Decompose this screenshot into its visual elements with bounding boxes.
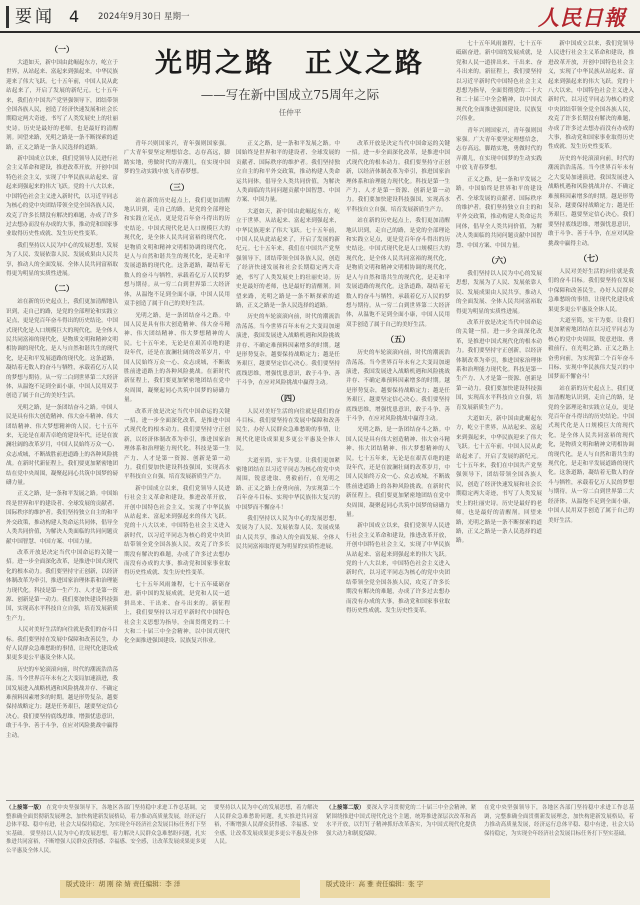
credits-right: [320, 880, 550, 898]
continued-label: （上接第二版）: [326, 805, 365, 811]
section-heading-4: （四）: [276, 392, 300, 403]
issue-date: 2024年9月30日 星期一: [98, 12, 190, 22]
paragraph: 改革开放是决定当代中国命运的关键一招。进一步全面深化改革，是推进中国式现代化的根本动力。我们要坚持守正创新，以经济体制改革为牵引，推进国家治理体系和治理能力现代化。科技是第一生产力、人才是第一资源、创新是第一动力。我们要加快建设科技强国，实现高水平科技自立自强，培育发展新质生产力。: [124, 408, 230, 481]
paragraph: 青年兴则国家兴，青年强则国家强。广大青年要坚定理想信念，志存高远，脚踏实地，勇做时代的弄潮儿，在实现中国梦的生动实践中放飞青春梦想。: [124, 141, 230, 176]
paragraph: 正义之路，是一条和平发展之路。中国始终是世界和平的建设者、全球发展的贡献者、国际秩序的维护者。我们坚持独立自主的和平外交政策，推动构建人类命运共同体，倡导全人类共同价值，为解决人类面临的共同问题贡献中国智慧、中国方案、中国力量。: [456, 176, 542, 249]
masthead: [0, 0, 640, 34]
paragraph: 改革开放是决定当代中国命运的关键一招。进一步全面深化改革，是推进中国式现代化的根本动力。我们要坚持守正创新，以经济体制改革为牵引，推进国家治理体系和治理能力现代化。科技是第一生产力、人才是第一资源、创新是第一动力。我们要加快建设科技强国，实现高水平科技自立自强，培育发展新质生产力。: [6, 549, 118, 622]
paragraph: 站在新的历史起点上，我们更加清醒地认识到，走自己的路，是党的全部理论和实践立足点，更是党百年奋斗得出的历史结论。中国式现代化是人口规模巨大的现代化，是全体人民共同富裕的现代化，是物质文明和精神文明相协调的现代化，是人与自然和谐共生的现代化，是走和平发展道路的现代化。这条道路，凝结着无数人的奋斗与牺牲，承载着亿万人民的梦想与期待。从一穷二白到世界第二大经济体，从温饱不足到全面小康，中国人民用双手创造了属于自己的美好生活。: [346, 218, 450, 328]
paragraph: 光明之路，是一条团结奋斗之路。中国人民是具有伟大创造精神、伟大奋斗精神、伟大团结精神、伟大梦想精神的人民。七十五年来，无论是在艰苦卓绝的建设年代，还是在波澜壮阔的改革岁月，中国人民始终万众一心、众志成城，不断战胜前进道路上的各种风险挑战。在新时代新征程上，我们要更加紧密地团结在党中央周围，凝聚起同心共筑中国梦的磅礴力量。: [6, 404, 118, 487]
paragraph: 大道如天，新中国由此崛起东方，屹立于世界，从站起来、富起来到强起来，中华民族迎来了伟大飞跃。七十五年前，中国人民从此站起来了，开启了发展的新纪元。七十五年来，我们在中国共产党坚强领导下，团结带领全国各族人民，创造了经济快速发展和社会长期稳定两大奇迹，书写了人类发展史上的壮丽史诗。历史是最好的老师，也是最好的清醒剂。回望来路，光明之路是一条不断探索的道路，正义之路是一条人民选择的道路。: [456, 416, 542, 545]
continued-text: 在党中央坚强领导下，各地区各部门坚持稳中求进工作总基调，完整准确全面贯彻新发展理念，加快构建新发展格局，着力推动高质量发展，经济运行总体平稳、稳中有进，社会大局保持稳定，为实现全年经济社会发展目标任务打下坚实基础。: [484, 805, 634, 837]
article-subtitle: ——写在新中国成立75周年之际: [200, 87, 380, 102]
paragraph: 正义之路，是一条和平发展之路。中国始终是世界和平的建设者、全球发展的贡献者、国际秩序的维护者。我们坚持独立自主的和平外交政策，推动构建人类命运共同体，倡导全人类共同价值，为解决人类面临的共同问题贡献中国智慧、中国方案、中国力量。: [236, 141, 340, 204]
masthead-rule: [0, 31, 640, 33]
paragraph: 青年兴则国家兴，青年强则国家强。广大青年要坚定理想信念，志存高远，脚踏实地，勇做时代的弄潮儿，在实现中国梦的生动实践中放飞青春梦想。: [456, 127, 542, 172]
paragraph: 我们坚持以人民为中心的发展思想，发展为了人民、发展依靠人民、发展成果由人民共享，推动人的全面发展、全体人民共同富裕取得更为明显的实质性进展。: [6, 242, 118, 277]
continued-text: 要坚持以人民为中心的发展思想，着力解决人民群众急难愁盼问题，扎实推进共同富裕，不断增强人民群众获得感、幸福感、安全感，让改革发展成果更多更公平惠及全体人民。: [6, 830, 206, 854]
paragraph: 新中国成立以来，我们党领导人民进行社会主义革命和建设，推进改革开放，开创中国特色社会主义，实现了中华民族从站起来、富起来到强起来的伟大飞跃。党的十八大以来，中国特色社会主义进入新时代，以习近平同志为核心的党中央团结带领全党全国各族人民，攻克了许多长期没有解决的难题，办成了许多过去想办而没有办成的大事，推动党和国家事业取得历史性成就、发生历史性变革。: [548, 41, 634, 151]
column-2: [124, 140, 230, 796]
column-5: [456, 40, 542, 796]
paragraph: 光明之路，是一条团结奋斗之路。中国人民是具有伟大创造精神、伟大奋斗精神、伟大团结精神、伟大梦想精神的人民。七十五年来，无论是在艰苦卓绝的建设年代，还是在波澜壮阔的改革岁月，中国人民始终万众一心、众志成城，不断战胜前进道路上的各种风险挑战。在新时代新征程上，我们要更加紧密地团结在党中央周围，凝聚起同心共筑中国梦的磅礴力量。: [346, 427, 450, 519]
continued-text: 要深入学习贯彻党的二十届三中全会精神，紧紧围绕推进中国式现代化这个主题，统筹推进深层次改革和高水平开放，以钉钉子精神抓好改革落实，为中国式现代化提供强大动力和制度保障。: [326, 805, 476, 837]
paragraph: 历史的车轮滚滚向前，时代的潮流浩浩荡荡。当今世界百年未有之大变局加速演进，我国发展进入战略机遇和风险挑战并存、不确定难预料因素增多的时期。越是形势复杂，越要保持战略定力；越是任务艰巨，越要坚定信心决心。我们要坚持底线思维，增强忧患意识，敢于斗争、善于斗争，在应对风险挑战中赢得主动。: [548, 155, 634, 247]
paragraph: 站在新的历史起点上，我们更加清醒地认识到，走自己的路，是党的全部理论和实践立足点，更是党百年奋斗得出的历史结论。中国式现代化是人口规模巨大的现代化，是全体人民共同富裕的现代化，是物质文明和精神文明相协调的现代化，是人与自然和谐共生的现代化，是走和平发展道路的现代化。这条道路，凝结着无数人的奋斗与牺牲，承载着亿万人民的梦想与期待。从一穷二白到世界第二大经济体，从温饱不足到全面小康，中国人民用双手创造了属于自己的美好生活。: [548, 385, 634, 524]
paragraph: 新中国成立以来，我们党领导人民进行社会主义革命和建设，推进改革开放，开创中国特色社会主义，实现了中华民族从站起来、富起来到强起来的伟大飞跃。党的十八大以来，中国特色社会主义进入新时代，以习近平同志为核心的党中央团结带领全党全国各族人民，攻克了许多长期没有解决的难题，办成了许多过去想办而没有办成的大事，推动党和国家事业取得历史性成就、发生历史性变革。: [6, 156, 118, 238]
continued-story-1: [6, 804, 206, 876]
section-heading-3: （三）: [165, 181, 189, 192]
section-header: [6, 6, 95, 28]
paragraph: 人民对美好生活的向往就是我们的奋斗目标。我们要坚持在发展中保障和改善民生，办好人民群众急难愁盼的事情，让现代化建设成果更多更公平惠及全体人民。: [6, 627, 118, 662]
continued-story-2: [214, 804, 318, 876]
paragraph: 大道如天，新中国由此崛起东方，屹立于世界，从站起来、富起来到强起来，中华民族迎来了伟大飞跃。七十五年前，中国人民从此站起来了，开启了发展的新纪元。七十五年来，我们在中国共产党坚强领导下，团结带领全国各族人民，创造了经济快速发展和社会长期稳定两大奇迹，书写了人类发展史上的壮丽史诗。历史是最好的老师，也是最好的清醒剂。回望来路，光明之路是一条不断探索的道路，正义之路是一条人民选择的道路。: [6, 60, 118, 151]
paragraph: 站在新的历史起点上，我们更加清醒地认识到，走自己的路，是党的全部理论和实践立足点，更是党百年奋斗得出的历史结论。中国式现代化是人口规模巨大的现代化，是全体人民共同富裕的现代化，是物质文明和精神文明相协调的现代化，是人与自然和谐共生的现代化，是走和平发展道路的现代化。这条道路，凝结着无数人的奋斗与牺牲，承载着亿万人民的梦想与期待。从一穷二白到世界第二大经济体，从温饱不足到全面小康，中国人民用双手创造了属于自己的美好生活。: [6, 299, 118, 400]
continued-text: 在党中央坚强领导下，各地区各部门坚持稳中求进工作总基调，完整准确全面贯彻新发展理念，加快构建新发展格局，着力推动高质量发展，经济运行总体平稳、稳中有进，社会大局保持稳定，为实现全年经济社会发展目标任务打下坚实基础。: [6, 805, 206, 837]
paragraph: 新中国成立以来，我们党领导人民进行社会主义革命和建设，推进改革开放，开创中国特色社会主义，实现了中华民族从站起来、富起来到强起来的伟大飞跃。党的十八大以来，中国特色社会主义进入新时代，以习近平同志为核心的党中央团结带领全党全国各族人民，攻克了许多长期没有解决的难题，办成了许多过去想办而没有办成的大事，推动党和国家事业取得历史性成就、发生历史性变革。: [124, 485, 230, 577]
column-1: [6, 40, 118, 796]
paragraph: 历史的车轮滚滚向前，时代的潮流浩浩荡荡。当今世界百年未有之大变局加速演进，我国发展进入战略机遇和风险挑战并存、不确定难预料因素增多的时期。越是形势复杂，越要保持战略定力；越是任务艰巨，越要坚定信心决心。我们要坚持底线思维，增强忧患意识，敢于斗争、善于斗争，在应对风险挑战中赢得主动。: [346, 350, 450, 422]
paragraph: 光明之路，是一条团结奋斗之路。中国人民是具有伟大创造精神、伟大奋斗精神、伟大团结精神、伟大梦想精神的人民。七十五年来，无论是在艰苦卓绝的建设年代，还是在波澜壮阔的改革岁月，中国人民始终万众一心、众志成城，不断战胜前进道路上的各种风险挑战。在新时代新征程上，我们要更加紧密地团结在党中央周围，凝聚起同心共筑中国梦的磅礴力量。: [124, 312, 230, 404]
paragraph: 大道至简，实干为要。让我们更加紧密地团结在以习近平同志为核心的党中央周围，锐意进取、勇毅前行，在光明之路、正义之路上奋勇向前，为实现第二个百年奋斗目标、实现中华民族伟大复兴的中国梦而不懈奋斗！: [236, 457, 340, 511]
paragraph: 改革开放是决定当代中国命运的关键一招。进一步全面深化改革，是推进中国式现代化的根本动力。我们要坚持守正创新，以经济体制改革为牵引，推进国家治理体系和治理能力现代化。科技是第一生产力、人才是第一资源、创新是第一动力。我们要加快建设科技强国，实现高水平科技自立自强，培育发展新质生产力。: [346, 141, 450, 213]
section-heading-5: （五）: [386, 334, 410, 345]
paragraph: 我们坚持以人民为中心的发展思想，发展为了人民、发展依靠人民、发展成果由人民共享，推动人的全面发展、全体人民共同富裕取得更为明显的实质性进展。: [456, 270, 542, 315]
section-name: 要闻: [15, 7, 55, 27]
paragraph: 大道至简，实干为要。让我们更加紧密地团结在以习近平同志为核心的党中央周围，锐意进取、勇毅前行，在光明之路、正义之路上奋勇向前，为实现第二个百年奋斗目标、实现中华民族伟大复兴的中国梦而不懈奋斗！: [548, 317, 634, 381]
paper-logo: 人民日報: [538, 5, 626, 30]
paragraph: 人民对美好生活的向往就是我们的奋斗目标。我们要坚持在发展中保障和改善民生，办好人民群众急难愁盼的事情，让现代化建设成果更多更公平惠及全体人民。: [548, 268, 634, 313]
column-4: [346, 140, 450, 796]
section-heading-7: （七）: [579, 252, 603, 263]
section-heading-2: （二）: [50, 283, 74, 294]
paragraph: 我们坚持以人民为中心的发展思想，发展为了人民、发展依靠人民、发展成果由人民共享，推动人的全面发展、全体人民共同富裕取得更为明显的实质性进展。: [236, 516, 340, 551]
paragraph: 大道如天，新中国由此崛起东方，屹立于世界，从站起来、富起来到强起来，中华民族迎来了伟大飞跃。七十五年前，中国人民从此站起来了，开启了发展的新纪元。七十五年来，我们在中国共产党坚强领导下，团结带领全国各族人民，创造了经济快速发展和社会长期稳定两大奇迹，书写了人类发展史上的壮丽史诗。历史是最好的老师，也是最好的清醒剂。回望来路，光明之路是一条不断探索的道路，正义之路是一条人民选择的道路。: [236, 208, 340, 309]
article-title-block: [125, 40, 455, 135]
continued-text: 要坚持以人民为中心的发展思想，着力解决人民群众急难愁盼问题，扎实推进共同富裕，不断增强人民群众获得感、幸福感、安全感，让改革发展成果更多更公平惠及全体人民。: [214, 805, 318, 846]
credits-text: 版式设计：高 雅 责任编辑：张 宇: [326, 880, 424, 888]
column-6: [548, 40, 634, 796]
article-title: 光明之路 正义之路: [155, 48, 425, 79]
paragraph: 人民对美好生活的向往就是我们的奋斗目标。我们要坚持在发展中保障和改善民生，办好人民群众急难愁盼的事情，让现代化建设成果更多更公平惠及全体人民。: [236, 408, 340, 453]
column-3: [236, 140, 340, 796]
page-number: 4: [69, 7, 80, 26]
section-heading-6: （六）: [487, 254, 511, 265]
paragraph: 新中国成立以来，我们党领导人民进行社会主义革命和建设，推进改革开放，开创中国特色社会主义，实现了中华民族从站起来、富起来到强起来的伟大飞跃。党的十八大以来，中国特色社会主义进入新时代，以习近平同志为核心的党中央团结带领全党全国各族人民，攻克了许多长期没有解决的难题，办成了许多过去想办而没有办成的大事，推动党和国家事业取得历史性成就、发生历史性变革。: [346, 523, 450, 615]
paragraph: 历史的车轮滚滚向前，时代的潮流浩浩荡荡。当今世界百年未有之大变局加速演进，我国发展进入战略机遇和风险挑战并存、不确定难预料因素增多的时期。越是形势复杂，越要保持战略定力；越是任务艰巨，越要坚定信心决心。我们要坚持底线思维，增强忧患意识，敢于斗争、善于斗争，在应对风险挑战中赢得主动。: [236, 314, 340, 387]
credits-text: 版式设计：胡 刚 徐 婧 责任编辑：李 洋: [66, 880, 181, 888]
paragraph: 七十五年风雨兼程，七十五年砥砺奋进。新中国的发展成就，是党和人民一道拼出来、干出来、奋斗出来的。新征程上，我们要坚持以习近平新时代中国特色社会主义思想为指导，全面贯彻党的二十大和二十届三中全会精神，以中国式现代化全面推进强国建设、民族复兴伟业。: [456, 41, 542, 123]
continued-story-3: [326, 804, 476, 876]
continued-story-4: [484, 804, 634, 876]
bottom-rule: [6, 800, 634, 801]
paragraph: 改革开放是决定当代中国命运的关键一招。进一步全面深化改革，是推进中国式现代化的根本动力。我们要坚持守正创新，以经济体制改革为牵引，推进国家治理体系和治理能力现代化。科技是第一生产力、人才是第一资源、创新是第一动力。我们要加快建设科技强国，实现高水平科技自立自强，培育发展新质生产力。: [456, 319, 542, 411]
credits-left: [60, 880, 300, 898]
paragraph: 站在新的历史起点上，我们更加清醒地认识到，走自己的路，是党的全部理论和实践立足点，更是党百年奋斗得出的历史结论。中国式现代化是人口规模巨大的现代化，是全体人民共同富裕的现代化，是物质文明和精神文明相协调的现代化，是人与自然和谐共生的现代化，是走和平发展道路的现代化。这条道路，凝结着无数人的奋斗与牺牲，承载着亿万人民的梦想与期待。从一穷二白到世界第二大经济体，从温饱不足到全面小康，中国人民用双手创造了属于自己的美好生活。: [124, 197, 230, 308]
article-byline: 任仲平: [278, 108, 302, 117]
paragraph: 正义之路，是一条和平发展之路。中国始终是世界和平的建设者、全球发展的贡献者、国际秩序的维护者。我们坚持独立自主的和平外交政策，推动构建人类命运共同体，倡导全人类共同价值，为解决人类面临的共同问题贡献中国智慧、中国方案、中国力量。: [6, 491, 118, 545]
paragraph: 历史的车轮滚滚向前，时代的潮流浩浩荡荡。当今世界百年未有之大变局加速演进，我国发展进入战略机遇和风险挑战并存、不确定难预料因素增多的时期。越是形势复杂，越要保持战略定力；越是任务艰巨，越要坚定信心决心。我们要坚持底线思维，增强忧患意识，敢于斗争、善于斗争，在应对风险挑战中赢得主动。: [6, 666, 118, 739]
paragraph: 七十五年风雨兼程，七十五年砥砺奋进。新中国的发展成就，是党和人民一道拼出来、干出来、奋斗出来的。新征程上，我们要坚持以习近平新时代中国特色社会主义思想为指导，全面贯彻党的二十大和二十届三中全会精神，以中国式现代化全面推进强国建设、民族复兴伟业。: [124, 581, 230, 645]
continued-label: （上接第一版）: [6, 805, 45, 811]
section-heading-1: （一）: [50, 44, 74, 54]
